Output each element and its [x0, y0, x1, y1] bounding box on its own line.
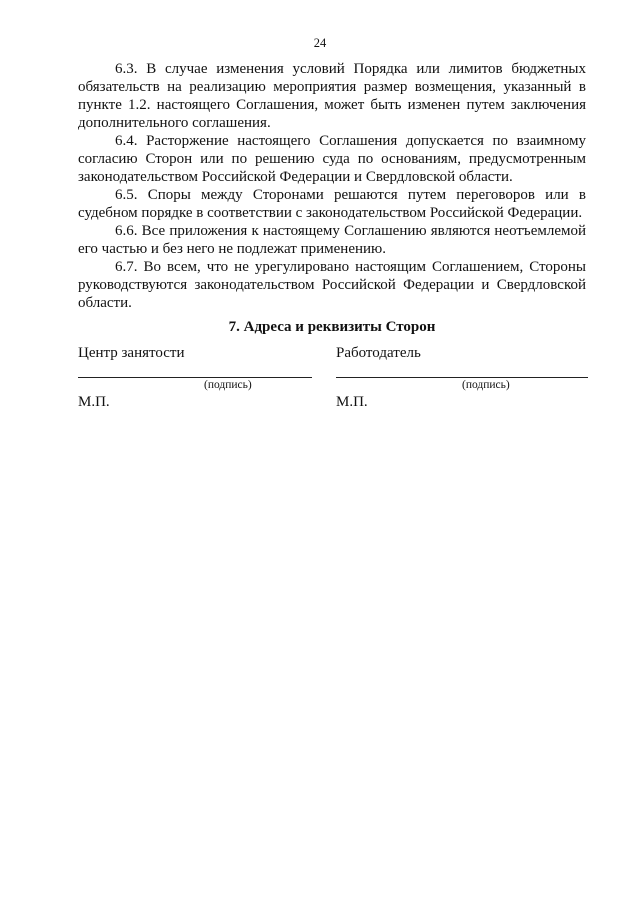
paragraph-number: 6.6. — [115, 223, 138, 239]
paragraph-number: 6.5. — [115, 187, 138, 203]
stamp-placeholder: М.П. — [336, 394, 368, 410]
signature-block-employment-center — [78, 344, 312, 411]
signature-section — [78, 344, 598, 424]
page-number: 24 — [313, 36, 327, 50]
signature-line — [78, 377, 312, 378]
signature-line — [336, 377, 588, 378]
paragraph-6-7 — [78, 258, 586, 312]
paragraph-6-4 — [78, 132, 586, 186]
paragraph-text: В случае изменения условий Порядка или лимитов бюджетных обязательств на реализацию мероприятия размер возмещения, указанный в пункте 1.2. настоящего Соглашения, может быть изменен путем заключения дополнительного соглашения. — [78, 61, 587, 131]
paragraph-text: Все приложения к настоящему Соглашению являются неотъемлемой его частью и без него не подлежат применению. — [78, 223, 587, 257]
signature-caption: (подпись) — [462, 379, 510, 391]
party-name: Центр занятости — [78, 345, 185, 361]
paragraph-number: 6.3. — [115, 61, 138, 77]
paragraph-text: Расторжение настоящего Соглашения допускается по взаимному согласию Сторон или по решению суда по основаниям, предусмотренным законодательством Российской Федерации и Свердловской области. — [78, 133, 586, 185]
paragraph-number: 6.7. — [115, 259, 138, 275]
paragraph-number: 6.4. — [115, 133, 138, 149]
signature-caption: (подпись) — [204, 379, 252, 391]
party-name: Работодатель — [336, 345, 421, 361]
paragraph-text: Во всем, что не урегулировано настоящим Соглашением, Стороны руководствуются законодательством Российской Федерации и Свердловской области. — [78, 259, 586, 311]
document-body — [78, 60, 586, 336]
paragraph-6-6 — [78, 222, 586, 258]
paragraph-6-3 — [78, 60, 586, 132]
paragraph-6-5 — [78, 186, 586, 222]
section-title: 7. Адреса и реквизиты Сторон — [228, 319, 436, 335]
signature-block-employer — [336, 344, 588, 411]
stamp-placeholder: М.П. — [78, 394, 110, 410]
paragraph-text: Споры между Сторонами решаются путем переговоров или в судебном порядке в соответствии с законодательством Российской Федерации. — [78, 187, 587, 221]
